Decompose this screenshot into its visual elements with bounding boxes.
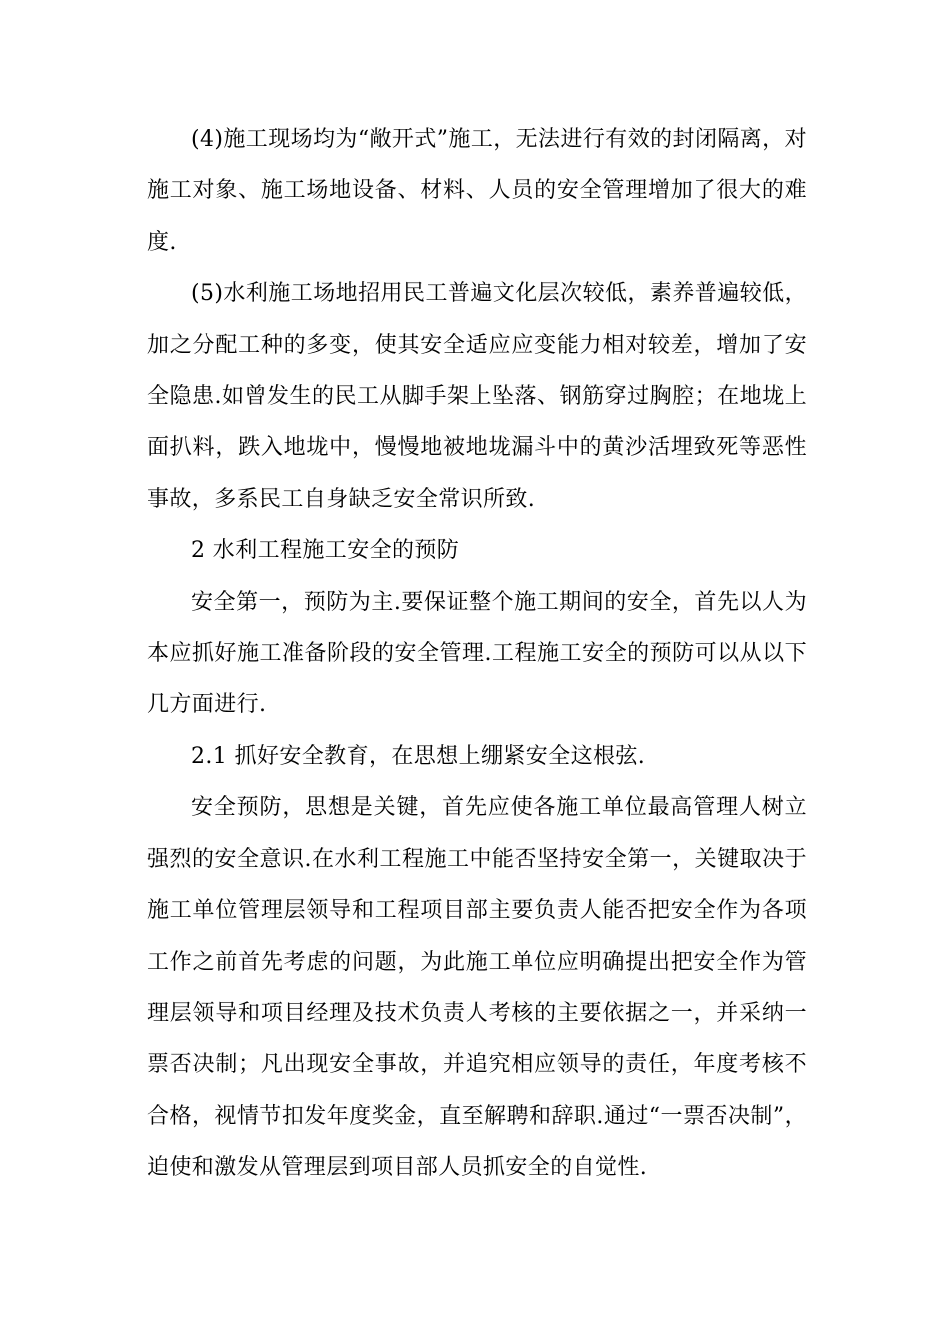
section-heading-2-1: 2.1 抓好安全教育，在思想上绷紧安全这根弦.	[191, 743, 646, 769]
paragraph-safety-prevention: 安全预防，思想是关键，首先应使各施工单位最高管理人树立强烈的安全意识.在水利工程施工中能否坚持安全第一，关键取决于施工单位管理层领导和工程项目部主要负责人能否把安全作为各项工作之前首先考虑的问题，为此施工单位应明确提出把安全作为管理层领导和项目经理及技术负责人考核的主要依据之一，并采纳一票否决制；凡出现安全事故，并追究相应领导的责任，年度考核不合格，视情节扣发年度奖金，直至解聘和辞职.通过“一票否决制”，迫使和激发从管理层到项目部人员抓安全的自觉性.	[147, 795, 807, 1181]
paragraph-item-5: (5)水利施工场地招用民工普遍文化层次较低，素养普遍较低，加之分配工种的多变，使其安全适应应变能力相对较差，增加了安全隐患.如曾发生的民工从脚手架上坠落、钢筋穿过胸腔；在地垅上面扒料，跌入地垅中，慢慢地被地垅漏斗中的黄沙活埋致死等恶性事故，多系民工自身缺乏安全常识所致.	[147, 281, 807, 512]
document-body	[147, 114, 807, 1194]
paragraph-safety-first: 安全第一，预防为主.要保证整个施工期间的安全，首先以人为本应抓好施工准备阶段的安全管理.工程施工安全的预防可以从以下几方面进行.	[147, 589, 807, 718]
section-heading-2: 2 水利工程施工安全的预防	[191, 538, 460, 564]
paragraph-item-4: (4)施工现场均为“敞开式”施工，无法进行有效的封闭隔离，对施工对象、施工场地设备、材料、人员的安全管理增加了很大的难度.	[147, 127, 807, 255]
